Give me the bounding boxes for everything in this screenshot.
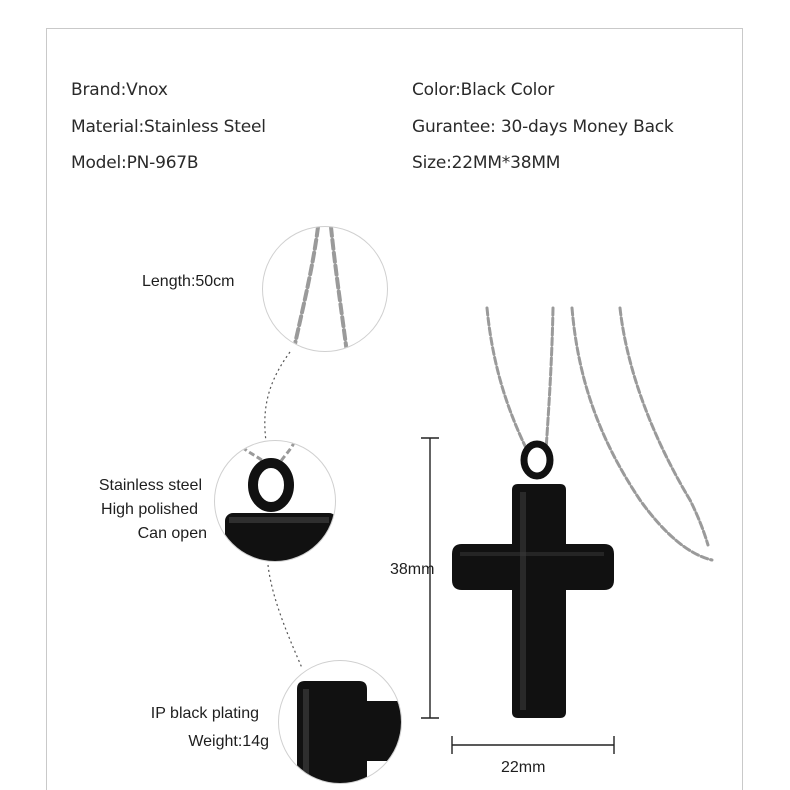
width-dimension-label: 22mm bbox=[501, 759, 546, 776]
callout-steel-line1: Stainless steel bbox=[98, 477, 202, 494]
dashed-connector-bottom bbox=[268, 565, 302, 668]
height-dimension-label: 38mm bbox=[390, 561, 435, 578]
chain-detail-icon bbox=[263, 227, 388, 352]
callout-steel-line2: High polished bbox=[101, 501, 198, 518]
spec-brand: Brand:Vnox bbox=[71, 80, 168, 100]
spec-guarantee: Gurantee: 30-days Money Back bbox=[412, 117, 674, 137]
callout-length: Length:50cm bbox=[142, 273, 235, 290]
bail-ring-icon bbox=[524, 444, 550, 476]
plating-detail-icon bbox=[279, 661, 402, 784]
cross-pendant-icon bbox=[452, 484, 614, 718]
spec-model: Model:PN-967B bbox=[71, 153, 199, 173]
detail-circle-bail bbox=[214, 440, 336, 562]
width-dimension-line bbox=[452, 736, 614, 754]
callout-plating: IP black plating bbox=[150, 705, 259, 722]
spec-size: Size:22MM*38MM bbox=[412, 153, 561, 173]
callout-weight: Weight:14g bbox=[188, 733, 269, 750]
spec-material: Material:Stainless Steel bbox=[71, 117, 266, 137]
bail-detail-icon bbox=[215, 441, 336, 562]
detail-circle-plating bbox=[278, 660, 402, 784]
detail-circle-chain bbox=[262, 226, 388, 352]
callout-steel-line3: Can open bbox=[137, 525, 207, 542]
spec-color: Color:Black Color bbox=[412, 80, 555, 100]
